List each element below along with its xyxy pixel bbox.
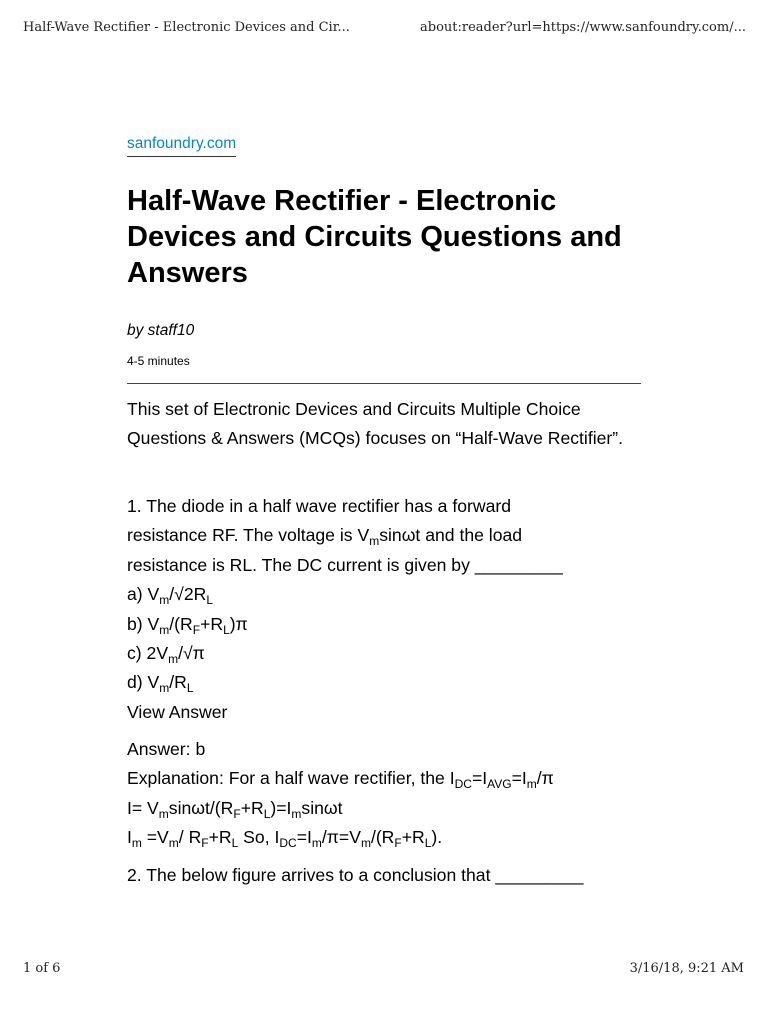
question-2-text: 2. The below figure arrives to a conclusion that _________ — [127, 865, 584, 885]
question-1 — [127, 492, 667, 727]
intro-paragraph: This set of Electronic Devices and Circuits Multiple Choice Questions & Answers (MCQs) focuses on “Half-Wave Rectifier”. — [127, 399, 624, 449]
question-2 — [127, 861, 667, 890]
reading-time: 4-5 minutes — [127, 354, 190, 368]
option-a: a) $V_m/√2R_L$ — [127, 584, 214, 608]
option-c: c) $2V_m/√\pi$ — [127, 643, 205, 667]
explanation-line-1: Explanation: For a half wave rectifier, the $I_{DC}=I_{AVG}=I_m/\pi$ — [127, 768, 554, 792]
article-byline: by staff10 — [127, 322, 195, 339]
divider — [127, 383, 641, 384]
option-b: b) $V_m/(R_F+R_L)\pi$ — [127, 613, 248, 637]
browser-url: about:reader?url=https://www.sanfoundry.com/... — [420, 20, 746, 35]
answer-block — [127, 735, 667, 853]
question-1-line: resistance is RL. The DC current is given by _________ — [127, 554, 563, 575]
explanation-line-3: $I_m =V_m/$ $R_F+R_L$ So, $I_{DC}=I_m/\pi=V_m/(R_F+R_L)$. — [127, 827, 443, 851]
question-1-line: resistance RF. The voltage is $V_m\sin\omega t$ and the load — [127, 525, 523, 549]
browser-page-title: Half-Wave Rectifier - Electronic Devices and Cir... — [23, 20, 350, 35]
site-link[interactable]: sanfoundry.com — [127, 135, 236, 157]
view-answer-button[interactable]: View Answer — [127, 701, 228, 722]
answer-text: Answer: b — [127, 739, 206, 759]
print-timestamp: 3/16/18, 9:21 AM — [629, 961, 744, 976]
option-d: d) $V_m/R_L$ — [127, 672, 194, 696]
article-title: Half-Wave Rectifier - Electronic Devices and Circuits Questions and Answers — [127, 185, 622, 289]
question-1-line: 1. The diode in a half wave rectifier has a forward — [127, 496, 512, 516]
page-counter: 1 of 6 — [23, 961, 61, 976]
explanation-line-2: $I= V_m\sin\omega t/(R_F+R_L)=I_m\sin\omega t$ — [127, 797, 343, 821]
